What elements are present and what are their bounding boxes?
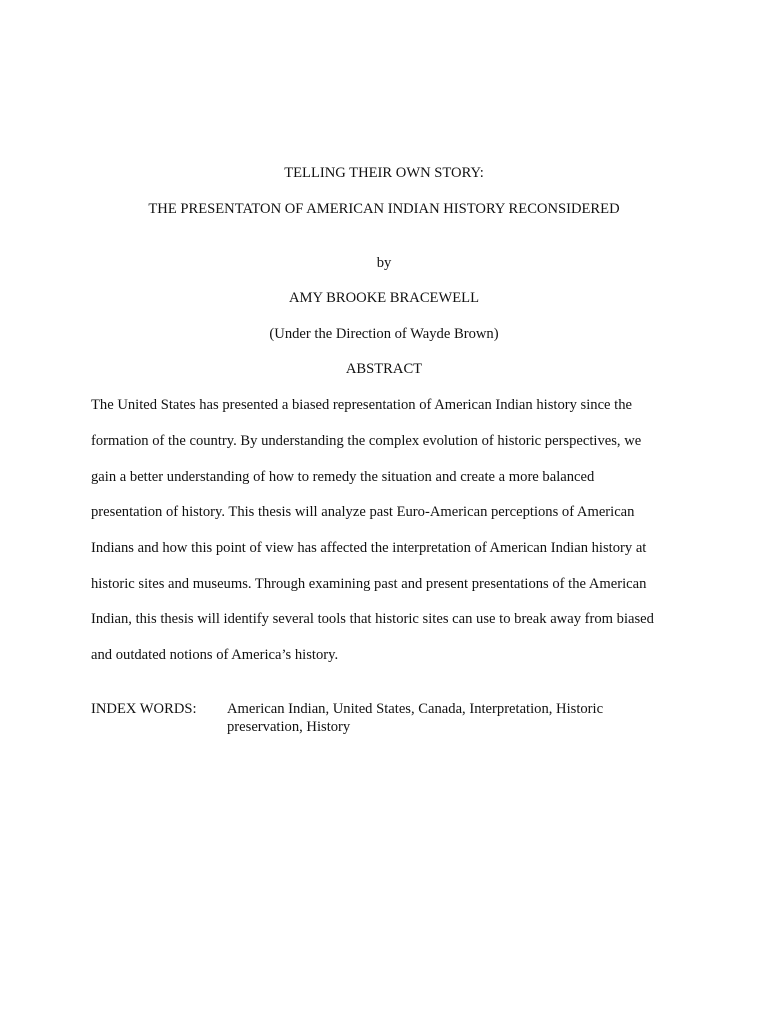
abstract-line: The United States has presented a biased representation of American Indian history since the [91,397,633,413]
title-line-1: TELLING THEIR OWN STORY: [284,165,484,181]
author-name: AMY BROOKE BRACEWELL [289,290,479,306]
abstract-line: historic sites and museums. Through examining past and present presentations of the American [91,576,647,592]
index-words-label: INDEX WORDS: [91,701,197,717]
title-line-2: THE PRESENTATON OF AMERICAN INDIAN HISTORY RECONSIDERED [148,201,620,217]
index-words-line: preservation, History [227,719,351,735]
abstract-line: presentation of history. This thesis will analyze past Euro-American perceptions of American [91,504,635,520]
abstract-line: Indian, this thesis will identify several tools that historic sites can use to break away from biased [91,611,654,627]
abstract-line: formation of the country. By understanding the complex evolution of historic perspectives, we [91,433,642,449]
abstract-line: gain a better understanding of how to remedy the situation and create a more balanced [91,469,595,485]
direction-line: (Under the Direction of Wayde Brown) [269,326,499,342]
abstract-line: and outdated notions of America’s history. [91,647,339,663]
abstract-heading: ABSTRACT [345,361,423,377]
index-words-line: American Indian, United States, Canada, Interpretation, Historic [227,701,604,717]
by-line: by [376,255,392,271]
abstract-line: Indians and how this point of view has affected the interpretation of American Indian history at [91,540,647,556]
index-words-list [227,700,603,736]
